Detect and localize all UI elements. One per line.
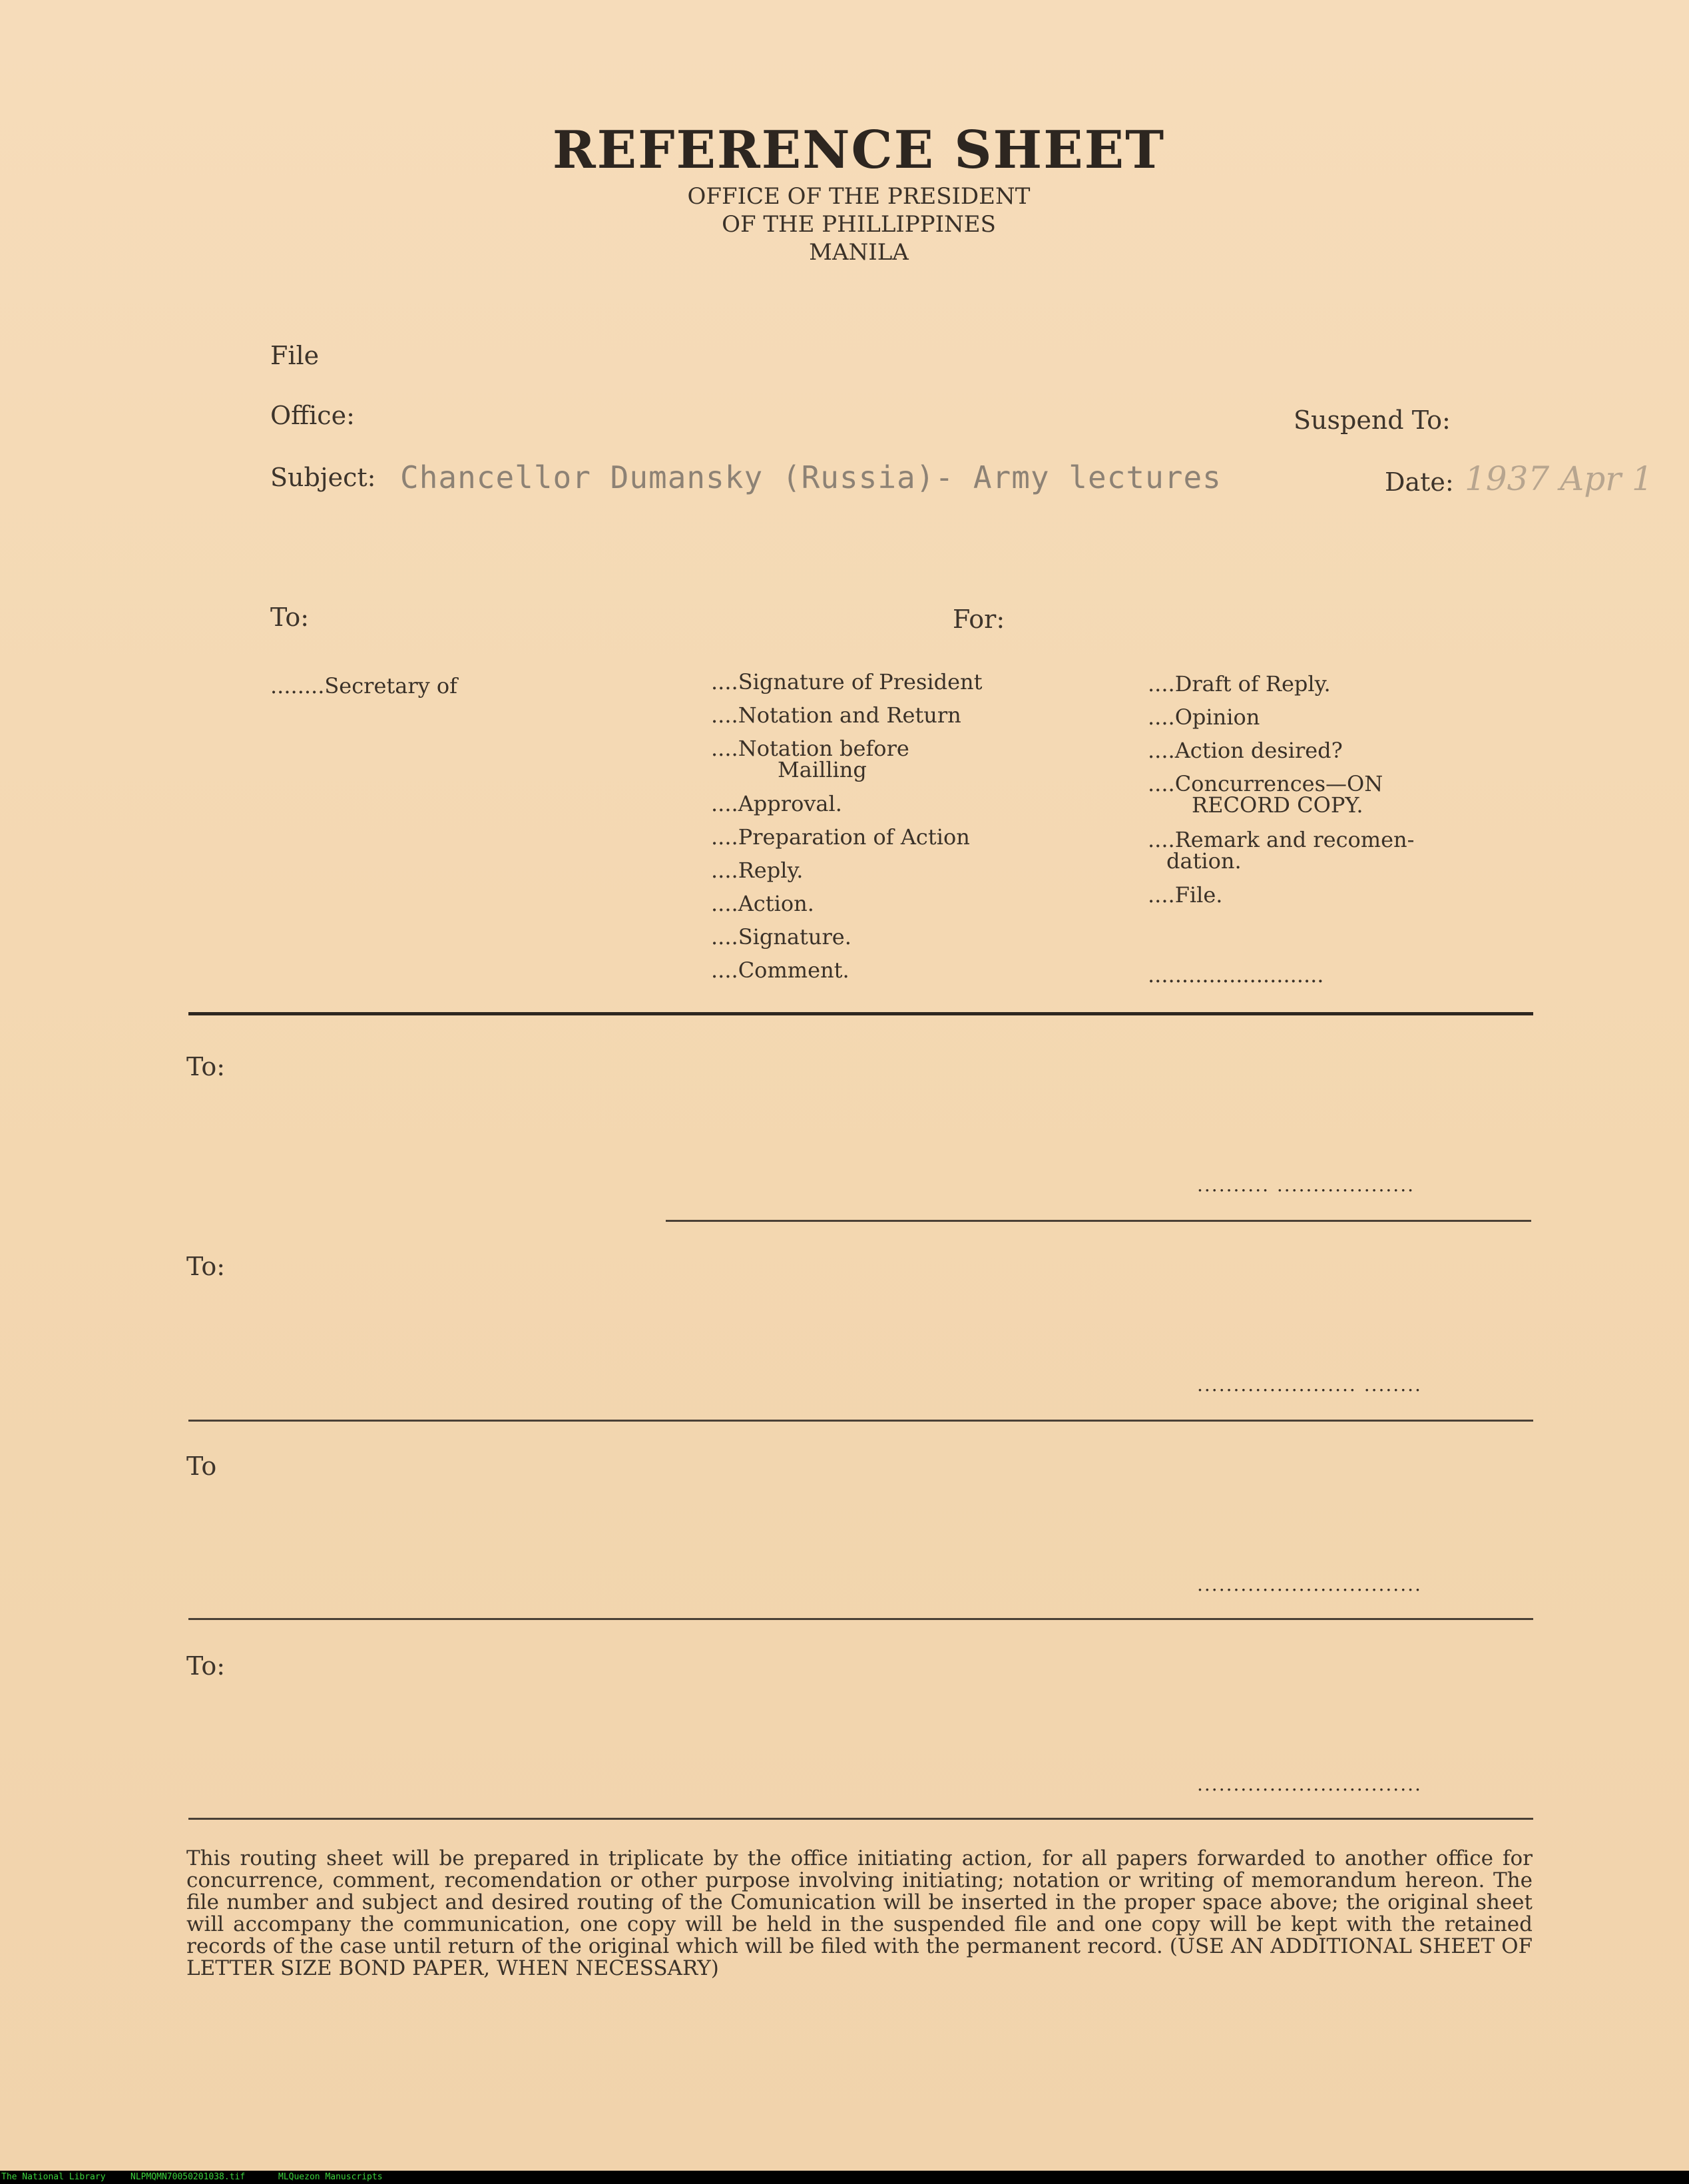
for-item: ....Opinion xyxy=(1148,704,1260,730)
section-divider-line xyxy=(188,1420,1533,1422)
section-signature-dots: ...................... ........ xyxy=(1197,1374,1422,1396)
document-title: REFERENCE SHEET xyxy=(552,120,1166,180)
subject-label: Subject: xyxy=(270,463,376,492)
for-item-continuation: dation. xyxy=(1166,848,1242,874)
routing-for-label: For: xyxy=(953,605,1005,634)
for-item: ....Notation before xyxy=(711,736,909,761)
section-to-label: To: xyxy=(186,1052,226,1081)
section-divider-line xyxy=(188,1618,1533,1620)
footer-collection: MLQuezon Manuscripts xyxy=(278,2172,383,2182)
section-to-label: To xyxy=(186,1452,217,1481)
section-signature-dots: ............................... xyxy=(1197,1773,1422,1795)
section-signature-dots: .......... ................... xyxy=(1197,1174,1415,1196)
routing-to-label: To: xyxy=(270,603,310,632)
for-item: ....Notation and Return xyxy=(711,702,961,728)
footer-library: The National Library xyxy=(1,2172,106,2182)
for-item: ....Approval. xyxy=(711,791,842,816)
for-item-continuation: RECORD COPY. xyxy=(1192,792,1363,818)
instructions-paragraph: This routing sheet will be prepared in triplicate by the office initiating action, for all papers forwarded to another office for concurrence, comment, recomendation or other purpose involving initiating; notation or writing of memorandum hereon. The file number and subject and desired routing of the Comunication will be inserted in the proper space above; the original sheet will accompany the communication, one copy will be held in the suspended file and one copy will be kept with the retained records of the case until return of the original which will be filed with the permanent record. (USE AN ADDITIONAL SHEET OF LETTER SIZE BOND PAPER, WHEN NECESSARY) xyxy=(186,1846,1533,1980)
for-item: ....Signature of President xyxy=(711,669,983,694)
divider-line xyxy=(188,1012,1533,1015)
office-label: Office: xyxy=(270,401,355,430)
footer-file-id: NLPMQMN70050201038.tif xyxy=(130,2172,246,2182)
office-line-2: OF THE PHILLIPPINES xyxy=(722,211,996,238)
for-item: ....Preparation of Action xyxy=(711,824,970,850)
file-label: File xyxy=(270,341,320,370)
for-item: ....Draft of Reply. xyxy=(1148,671,1331,696)
for-item: ....Signature. xyxy=(711,924,851,950)
for-item-continuation: Mailling xyxy=(778,757,867,782)
scan-footer-bar xyxy=(0,2171,1689,2184)
for-item: ....Action desired? xyxy=(1148,738,1343,763)
for-item: ....File. xyxy=(1148,882,1223,908)
section-divider-line xyxy=(188,1818,1533,1820)
section-to-label: To: xyxy=(186,1651,226,1681)
for-item-blank: .......................... xyxy=(1148,962,1324,987)
suspend-label: Suspend To: xyxy=(1294,406,1451,435)
section-to-label: To: xyxy=(186,1252,226,1281)
section-divider-line xyxy=(666,1220,1531,1222)
office-line-1: OFFICE OF THE PRESIDENT xyxy=(687,183,1031,210)
date-label: Date: xyxy=(1385,467,1454,497)
date-value: 1937 Apr 1 xyxy=(1465,459,1653,498)
office-line-3: MANILA xyxy=(809,239,909,266)
subject-value: Chancellor Dumansky (Russia)- Army lectures xyxy=(400,459,1222,495)
for-item: ....Action. xyxy=(711,891,814,916)
for-item: ....Comment. xyxy=(711,957,849,983)
for-item: ....Concurrences—ON xyxy=(1148,771,1383,796)
section-signature-dots: ............................... xyxy=(1197,1573,1422,1595)
secretary-item: ........Secretary of xyxy=(270,673,457,698)
for-item: ....Reply. xyxy=(711,858,804,883)
for-item: ....Remark and recomen- xyxy=(1148,827,1415,852)
